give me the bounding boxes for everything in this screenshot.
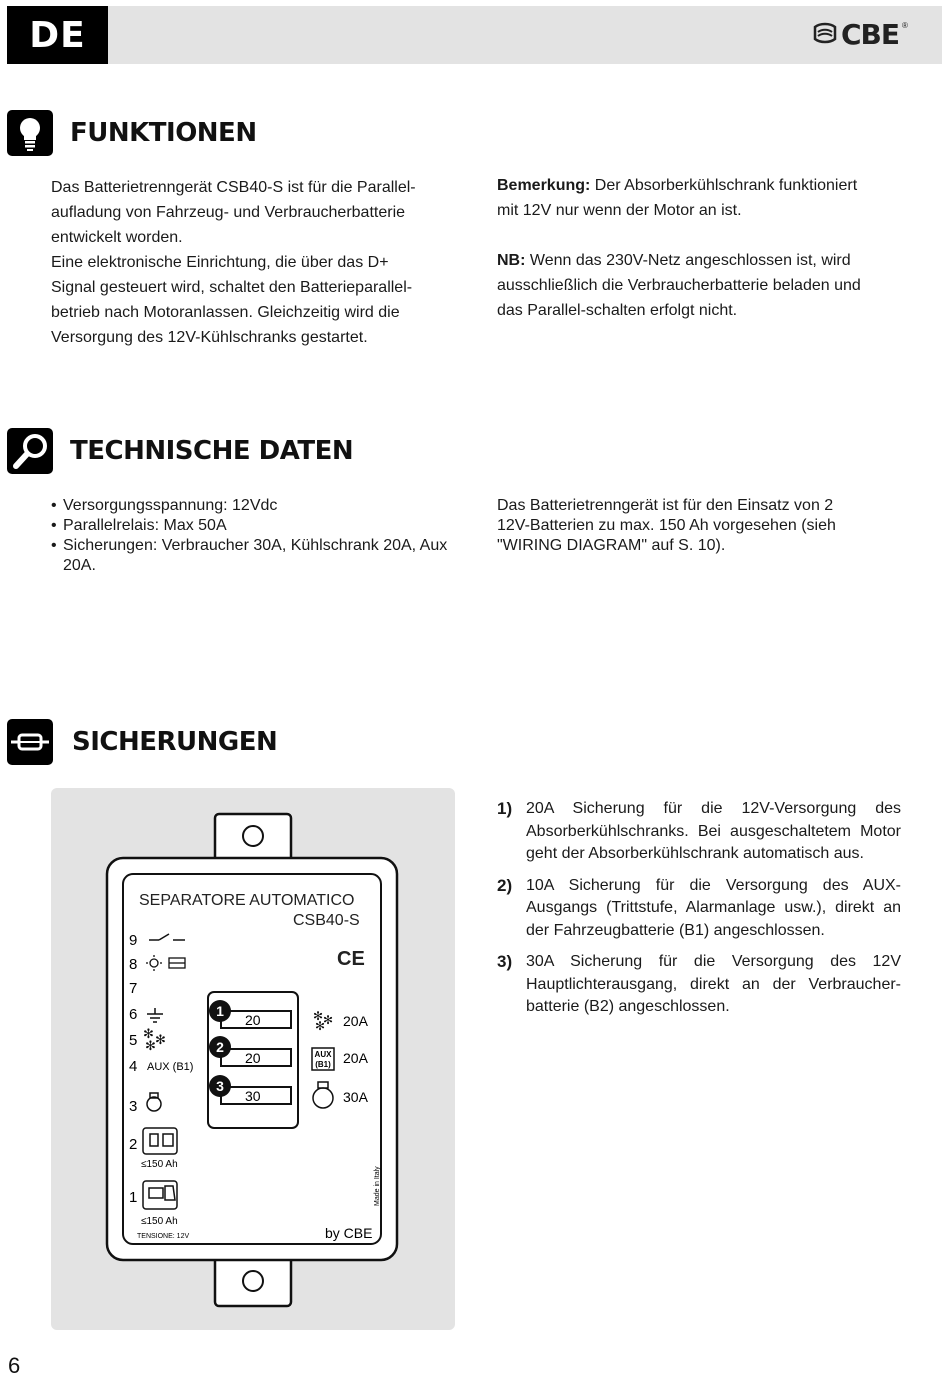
terminal-number: 5 (129, 1032, 138, 1049)
battery-usage-note (497, 496, 901, 556)
device-diagram-panel (51, 788, 455, 1330)
fuse-value: 20 (245, 1012, 261, 1028)
aux-icon-label: AUX (314, 1050, 332, 1059)
fuse-value: 20 (245, 1050, 261, 1066)
battery1-capacity: ≤150 Ah (141, 1216, 178, 1227)
list-item: • Sicherungen: Verbraucher 30A, Kühlschrank 20A, Aux 20A. (51, 536, 471, 576)
page-number: 6 (8, 1353, 21, 1378)
battery2-capacity: ≤150 Ah (141, 1159, 178, 1170)
note-text: Wenn das 230V-Netz angeschlossen ist, wird (525, 252, 851, 269)
mount-hole-icon (243, 826, 263, 846)
ce-mark: CE (337, 948, 365, 970)
terminal-number: 2 (129, 1136, 138, 1153)
item-text: 30A Sicherung für die Versorgung des 12V Hauptlichterausgang, direkt an der Verbraucher-batterie (B2) angeschlossen. (526, 953, 901, 1015)
section-title-technische-daten: TECHNISCHE DATEN (70, 436, 354, 466)
terminal-number: 8 (129, 956, 138, 973)
brand-logo (812, 17, 908, 51)
terminal-number: 6 (129, 1006, 138, 1023)
fuse-rating: 30A (343, 1089, 368, 1105)
text-line: Das Batterietrenngerät CSB40-S ist für die Parallel- (51, 179, 416, 196)
fuse-description-list (497, 798, 901, 1028)
voltage-label: TENSIONE: 12V (137, 1233, 190, 1240)
section-title-funktionen: FUNKTIONEN (70, 118, 257, 148)
note-text: mit 12V nur wenn der Motor an ist. (497, 202, 742, 219)
svg-text:✻: ✻ (155, 1032, 166, 1047)
item-number: 3) (497, 952, 513, 971)
svg-text:✻: ✻ (323, 1013, 334, 1027)
list-item (497, 875, 901, 943)
aux-icon-label: (B1) (315, 1060, 331, 1069)
list-item (497, 951, 901, 1019)
device-title-line2: CSB40-S (293, 912, 360, 929)
text-line: entwickelt worden. (51, 229, 183, 246)
fuse-rating: 20A (343, 1050, 368, 1066)
spec-list (51, 496, 471, 576)
item-text: 20A Sicherung für die 12V-Versorgung des Absorberkühlschranks. Bei ausgeschaltetem Motor geht der Absorberkühlschrank automatisch aus. (526, 800, 901, 862)
text-line: betrieb nach Motoranlassen. Gleichzeitig wird die (51, 304, 400, 321)
fuse-marker-label: 3 (216, 1078, 224, 1094)
terminal-number: 4 (129, 1058, 138, 1075)
funktionen-description (51, 175, 454, 350)
note-bemerkung (497, 173, 901, 223)
list-item: • Versorgungsspannung: 12Vdc (51, 496, 471, 516)
note-text: ausschließlich die Verbraucherbatterie beladen und (497, 277, 861, 294)
note-nb (497, 248, 901, 323)
item-number: 1) (497, 799, 513, 818)
made-in-label: Made in Italy (374, 1166, 381, 1206)
text-line: "WIRING DIAGRAM" auf S. 10). (497, 537, 726, 554)
brand-name: CBE (841, 17, 900, 51)
note-text: das Parallel-schalten erfolgt nicht. (497, 302, 738, 319)
list-item: • Parallelrelais: Max 50A (51, 516, 471, 536)
item-number: 2) (497, 875, 513, 895)
fuse-marker-label: 2 (216, 1039, 224, 1055)
text-line: aufladung von Fahrzeug- und Verbraucherbatterie (51, 204, 406, 221)
note-label: NB: (497, 252, 526, 269)
svg-text:✻: ✻ (143, 1026, 154, 1041)
text-line: Versorgung des 12V-Kühlschranks gestartet. (51, 329, 368, 346)
terminal-number: 9 (129, 932, 138, 949)
device-title-line1: SEPARATORE AUTOMATICO (139, 892, 355, 909)
text-line: Eine elektronische Einrichtung, die über das D+ (51, 254, 389, 271)
text-line: Signal gesteuert wird, schaltet den Batterieparallel- (51, 279, 413, 296)
text-line: 12V-Batterien zu max. 150 Ah vorgesehen (sieh (497, 517, 836, 534)
terminal-number: 1 (129, 1189, 138, 1206)
magnifier-icon (7, 428, 53, 474)
text-line: Das Batterietrenngerät ist für den Einsatz von 2 (497, 497, 834, 514)
fuse-rating: 20A (343, 1013, 368, 1029)
maker-label: by CBE (325, 1225, 373, 1241)
svg-text:✻: ✻ (145, 1038, 156, 1053)
section-title-sicherungen: SICHERUNGEN (72, 727, 278, 757)
note-text: Der Absorberkühlschrank funktioniert (590, 177, 858, 194)
device-diagram (51, 788, 455, 1330)
language-tag: DE (7, 6, 108, 64)
fuse-icon (7, 719, 53, 765)
mount-hole-icon (243, 1271, 263, 1291)
cbe-logo-icon (812, 21, 838, 47)
aux-b1-label: AUX (B1) (147, 1061, 194, 1073)
terminal-number: 3 (129, 1098, 138, 1115)
terminal-number: 7 (129, 980, 138, 997)
header-bar (7, 6, 942, 64)
svg-text:✻: ✻ (315, 1019, 326, 1033)
registered-mark: ® (902, 21, 908, 30)
note-label: Bemerkung: (497, 177, 591, 194)
fuse-value: 30 (245, 1088, 261, 1104)
fuse-marker-label: 1 (216, 1003, 224, 1019)
svg-text:✻: ✻ (313, 1009, 324, 1023)
list-item (497, 798, 901, 866)
item-text: 10A Sicherung für die Versorgung des AUX-Ausgangs (Trittstufe, Alarmanlage usw.), direkt an der Fahrzeugbatterie (B1) angeschlossen. (526, 876, 901, 939)
lightbulb-icon (7, 110, 53, 156)
